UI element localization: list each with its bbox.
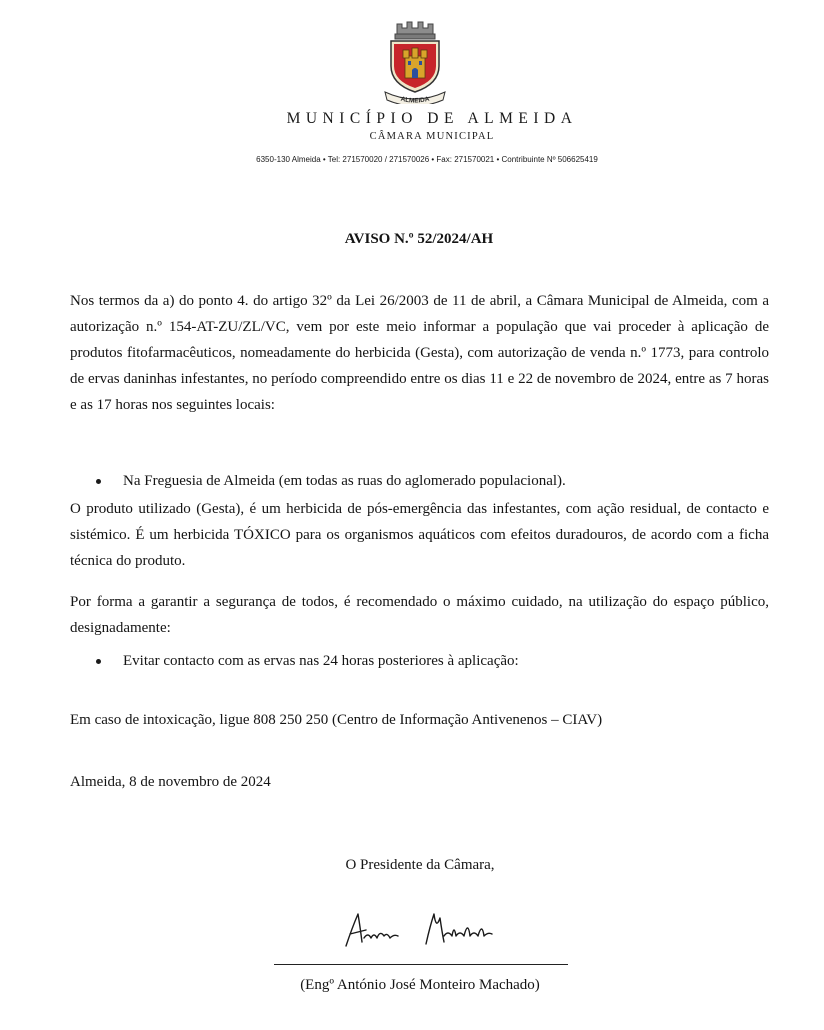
bullet-icon	[96, 479, 101, 484]
notice-title: AVISO N.º 52/2024/AH	[344, 231, 494, 247]
paragraph-product: O produto utilizado (Gesta), é um herbicida de pós-emergência das infestantes, com ação residual, de contacto e sistémico. É um herbicida TÓXICO para os organismos aquáticos com efeitos duradouros, de acordo com a ficha técnica do produto.	[70, 501, 769, 569]
signer-name: (Engº António José Monteiro Machado)	[300, 977, 540, 993]
municipal-crest-icon	[381, 14, 449, 104]
paragraph-intro: Nos termos da a) do ponto 4. do artigo 32º da Lei 26/2003 de 11 de abril, a Câmara Municipal de Almeida, com a autorização n.º 154-AT-ZU/ZL/VC, vem por este meio informar a população que vai proceder à aplicação de produtos fitofarmacêuticos, nomeadamente do herbicida (Gesta), com autorização de venda n.º 1773, para controlo de ervas daninhas infestantes, no período compreendido entre os dias 11 e 22 de novembro de 2024, entre as 7 horas e as 17 horas nos seguintes locais:	[70, 293, 769, 413]
bullet-icon	[96, 659, 101, 664]
place-date: Almeida, 8 de novembro de 2024	[70, 774, 271, 790]
intoxication-line: Em caso de intoxicação, ligue 808 250 250 (Centro de Informação Antivenenos – CIAV)	[70, 712, 603, 728]
municipality-title: MUNICÍPIO DE ALMEIDA	[286, 110, 578, 127]
list-item-text: Na Freguesia de Almeida (em todas as ruas do aglomerado populacional).	[123, 473, 566, 489]
signature-line	[274, 964, 568, 965]
crest-ribbon-text: ALMEIDA	[399, 95, 431, 104]
council-subtitle: CÂMARA MUNICIPAL	[369, 131, 495, 142]
paragraph-safety: Por forma a garantir a segurança de todos, é recomendado o máximo cuidado, na utilização do espaço público, designadamente:	[70, 594, 769, 636]
handwritten-signature	[338, 906, 518, 956]
signer-role: O Presidente da Câmara,	[345, 857, 495, 873]
list-item-text: Evitar contacto com as ervas nas 24 horas posteriores à aplicação:	[123, 653, 519, 669]
contact-line: 6350-130 Almeida • Tel: 271570020 / 271570026 • Fax: 271570021 • Contribuinte Nº 506625419	[256, 155, 598, 164]
